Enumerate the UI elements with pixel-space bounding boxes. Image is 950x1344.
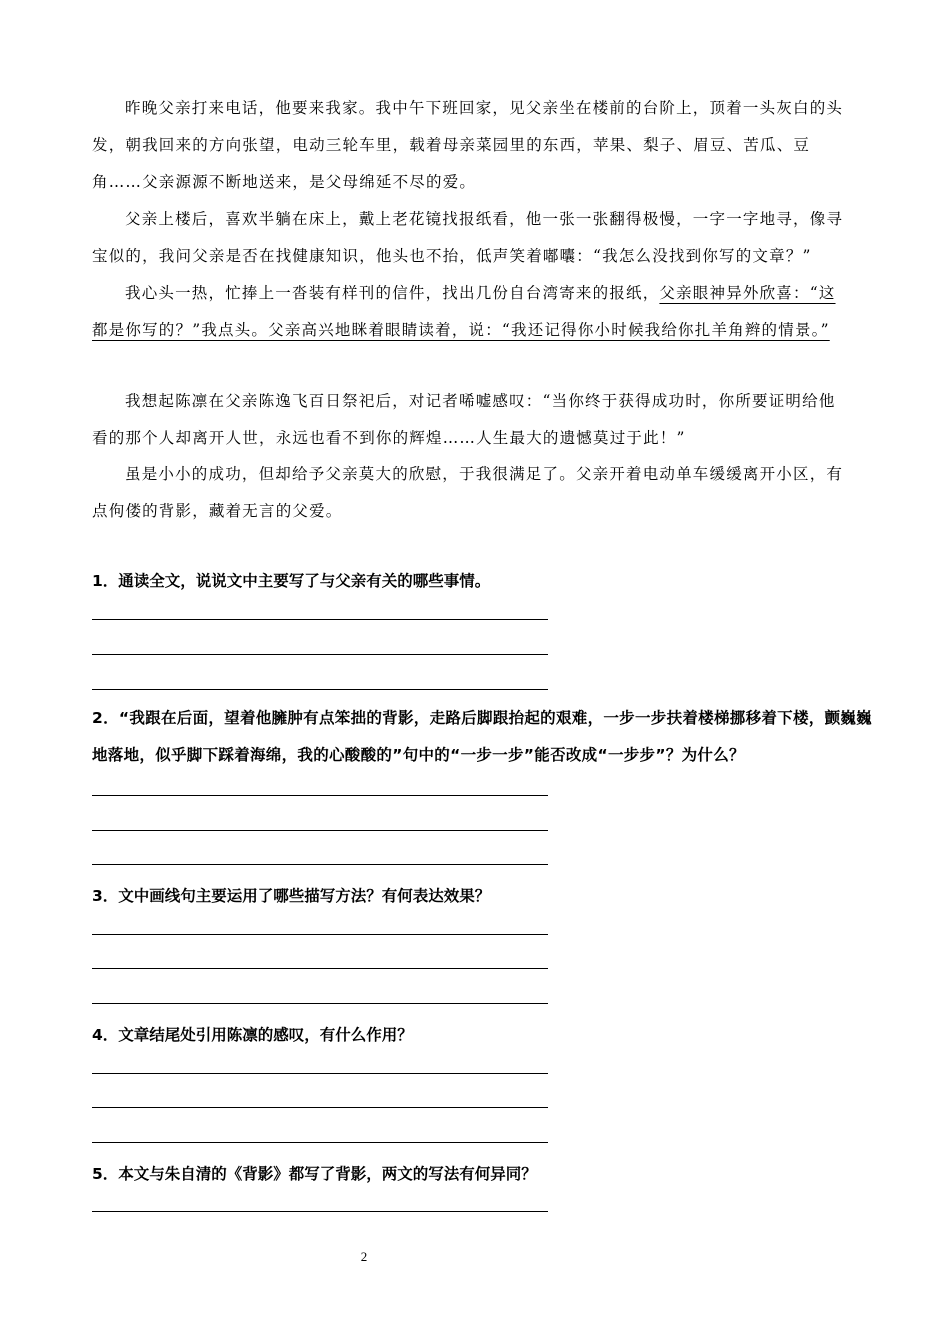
paragraph-2: 父亲上楼后，喜欢半躺在床上，戴上老花镜找报纸看，他一张一张翻得极慢，一字一字地寻，像寻宝似的，我问父亲是否在找健康知识，他头也不抬，低声笑着嘟囔：“我怎么没找到你写的文章？” <box>92 210 844 265</box>
question-4: 4．文章结尾处引用陈凛的感叹，有什么作用？ <box>92 1026 413 1044</box>
paragraph-4: 我想起陈凛在父亲陈逸飞百日祭祀后，对记者唏嘘感叹：“当你终于获得成功时，你所要证明给他看的那个人却离开人世，永远也看不到你的辉煌……人生最大的遗憾莫过于此！” <box>92 392 836 447</box>
answer-line[interactable] <box>92 654 548 655</box>
answer-line[interactable] <box>92 689 548 690</box>
answer-line[interactable] <box>92 830 548 831</box>
question-2: 2．“我跟在后面，望着他臃肿有点笨拙的背影，走路后脚跟抬起的艰难，一步一步扶着楼梯挪移着下楼，颤巍巍地落地，似乎脚下踩着海绵，我的心酸酸的”句中的“一步一步”能否改成“一步步”？为什么？ <box>92 709 872 764</box>
answer-line[interactable] <box>92 1107 548 1108</box>
answer-line[interactable] <box>92 1073 548 1074</box>
answer-line[interactable] <box>92 864 548 865</box>
answer-line[interactable] <box>92 1003 548 1004</box>
paragraph-1: 昨晚父亲打来电话，他要来我家。我中午下班回家，见父亲坐在楼前的台阶上，顶着一头灰白的头发，朝我回来的方向张望，电动三轮车里，载着母亲菜园里的东西，苹果、梨子、眉豆、苦瓜、豆角……父亲源源不断地送来，是父母绵延不尽的爱。 <box>92 99 844 191</box>
answer-line[interactable] <box>92 934 548 935</box>
paragraph-3-lead: 我心头一热，忙捧上一沓装有样刊的信件，找出几份自台湾寄来的报纸， <box>125 284 660 302</box>
answer-line[interactable] <box>92 1211 548 1212</box>
answer-line[interactable] <box>92 795 548 796</box>
page-number: 2 <box>360 1249 368 1264</box>
question-3: 3．文中画线句主要运用了哪些描写方法？有何表达效果？ <box>92 887 491 905</box>
answer-line[interactable] <box>92 619 548 620</box>
paragraph-5: 虽是小小的成功，但却给予父亲莫大的欣慰，于我很满足了。父亲开着电动单车缓缓离开小区，有点佝偻的背影，藏着无言的父爱。 <box>92 465 844 520</box>
paragraph-3 <box>92 275 852 349</box>
answer-line[interactable] <box>92 1142 548 1143</box>
underlined-sentence: 父亲眼神异外欣喜：“这都是你写的？”我点头。父亲高兴地眯着眼睛读着，说：“我还记得你小时候我给你扎羊角辫的情景。” <box>92 284 836 339</box>
question-5: 5．本文与朱自清的《背影》都写了背影，两文的写法有何异同？ <box>92 1165 537 1183</box>
question-1: 1．通读全文，说说文中主要写了与父亲有关的哪些事情。 <box>92 572 491 590</box>
answer-line[interactable] <box>92 968 548 969</box>
